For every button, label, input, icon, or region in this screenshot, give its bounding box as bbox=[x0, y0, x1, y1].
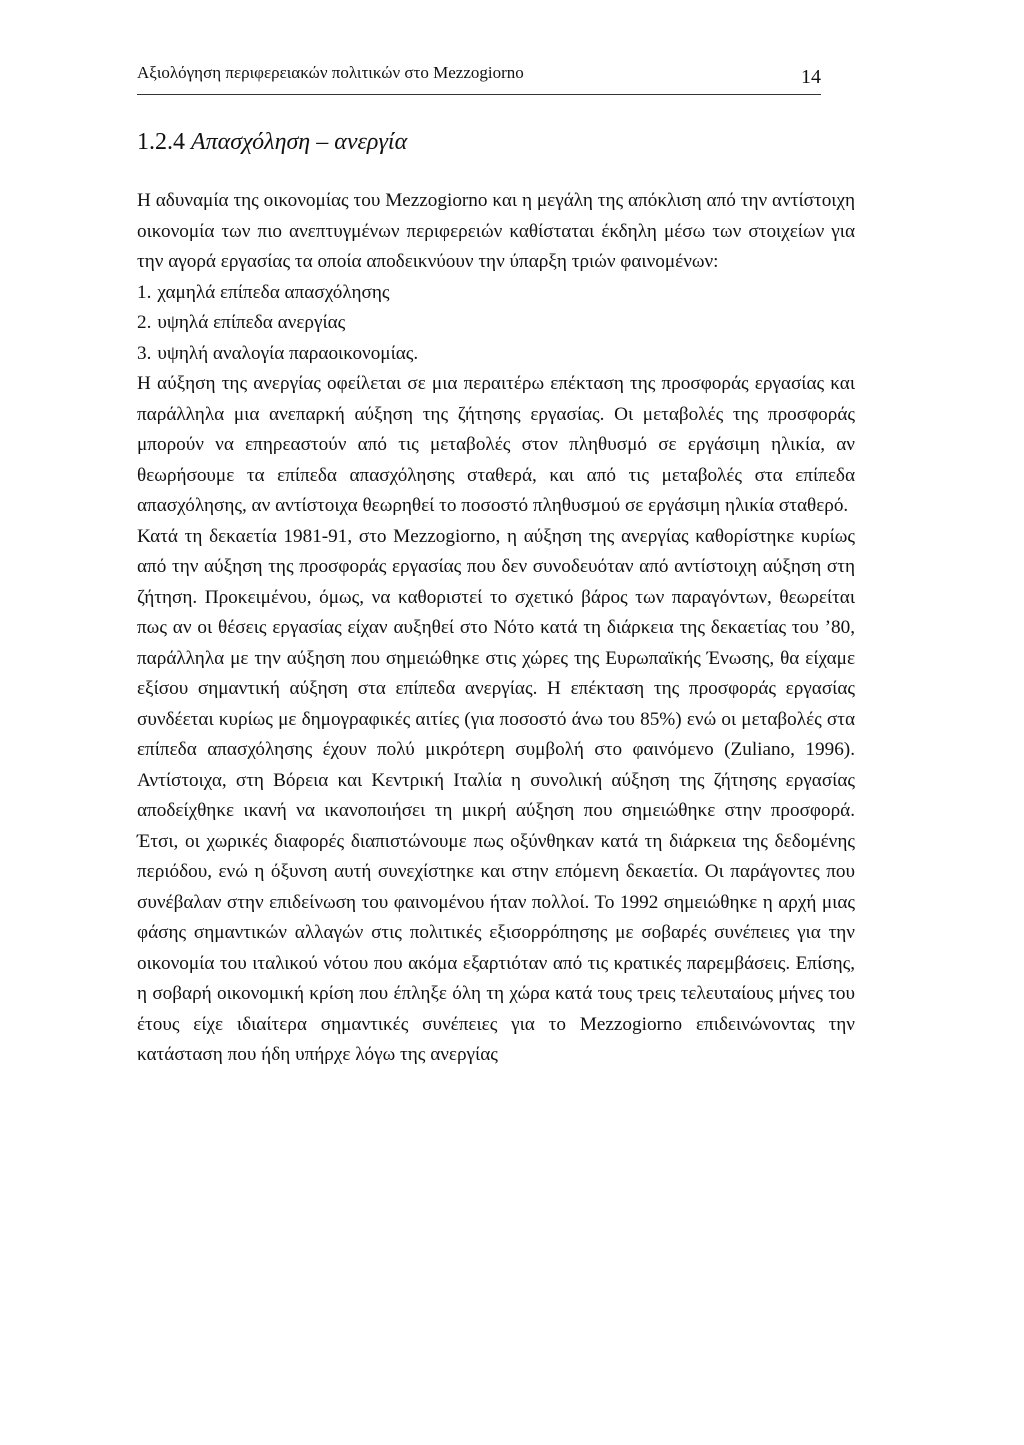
list-item-text: υψηλή αναλογία παραοικονομίας. bbox=[157, 342, 419, 364]
section-number: 1.2.4 bbox=[137, 129, 185, 155]
list-item-number: 3. bbox=[137, 342, 152, 364]
list-item-text: υψηλά επίπεδα ανεργίας bbox=[157, 312, 346, 333]
page-number: 14 bbox=[801, 66, 821, 88]
list-item-text: χαμηλά επίπεδα απασχόλησης bbox=[157, 281, 390, 303]
section-heading bbox=[137, 127, 407, 157]
paragraph-decade-1981-91: Κατά τη δεκαετία 1981-91, στο Mezzogiorno, η αύξηση της ανεργίας καθορίστηκε κυρίως από την αύξηση της προσφοράς εργασίας που δεν συνοδευόταν από αντίστοιχη αύξηση στη ζήτηση. Προκειμένου, όμως, να καθοριστεί το σχετικό βάρος των παραγόντων, θεωρείται πως αν οι θέσεις εργασίας είχαν αυξηθεί στο Νότο κατά τη διάρκεια της δεκαετίας του ’80, παράλληλα με την αύξηση που σημειώθηκε στις χώρες της Ευρωπαϊκής Ένωσης, θα είχαμε εξίσου σημαντική αύξηση στα επίπεδα ανεργίας. Η επέκταση της προσφοράς εργασίας συνδέεται κυρίως με δημογραφικές αιτίες (για ποσοστό άνω του 85%) ενώ οι μεταβολές στα επίπεδα απασχόλησης έχουν πολύ μικρότερη συμβολή στο φαινόμενο (Zuliano, 1996). Αντίστοιχα, στη Βόρεια και Κεντρική Ιταλία η συνολική αύξηση της ζήτησης εργασίας αποδείχθηκε ικανή να ικανοποιήσει τη μικρή αύξηση που σημειώθηκε στην προσφορά. Έτσι, οι χωρικές διαφορές διαπιστώνουμε πως οξύνθηκαν κατά τη διάρκεια της δεδομένης περιόδου, ενώ η όξυνση αυτή συνεχίστηκε και στην επόμενη δεκαετία. Οι παράγοντες που συνέβαλαν στην επιδείνωση του φαινομένου ήταν πολλοί. Το 1992 σημειώθηκε η αρχή μιας φάσης σημαντικών αλλαγών στις πολιτικές εξισορρόπησης με σοβαρές συνέπειες για την οικονομία του ιταλικού νότου που ακόμα εξαρτιόταν από τις κρατικές παρεμβάσεις. Επίσης, η σοβαρή οικονομική κρίση που έπληξε όλη τη χώρα κατά τους τρεις τελευταίους μήνες του έτους είχε ιδιαίτερα σημαντικές συνέπειες για το Mezzogiorno επιδεινώνοντας την κατάσταση που ήδη υπήρχε λόγω της ανεργίας bbox=[137, 525, 855, 1065]
section-title: Απασχόληση – ανεργία bbox=[191, 129, 408, 155]
phenomena-list bbox=[137, 278, 855, 370]
body-text bbox=[137, 186, 855, 1071]
running-title: Αξιολόγηση περιφερειακών πολιτικών στο Mezzogiorno bbox=[137, 63, 524, 82]
list-item bbox=[137, 339, 855, 370]
list-item-number: 2. bbox=[137, 312, 152, 333]
paragraph-unemployment-growth: Η αύξηση της ανεργίας οφείλεται σε μια περαιτέρω επέκταση της προσφοράς εργασίας και παράλληλα μια ανεπαρκή αύξηση της ζήτησης εργασίας. Οι μεταβολές της προσφοράς μπορούν να επηρεαστούν από τις μεταβολές στον πληθυσμό σε εργάσιμη ηλικία, αν θεωρήσουμε τα επίπεδα απασχόλησης σταθερά, και από τις μεταβολές στα επίπεδα απασχόλησης, αν αντίστοιχα θεωρηθεί το ποσοστό πληθυσμού σε εργάσιμη ηλικία σταθερό. bbox=[137, 373, 855, 516]
list-item bbox=[137, 278, 855, 309]
list-item-number: 1. bbox=[137, 281, 152, 303]
running-header bbox=[137, 62, 821, 95]
paragraph-intro: Η αδυναμία της οικονομίας του Mezzogiorno και η μεγάλη της απόκλιση από την αντίστοιχη οικονομία των πιο ανεπτυγμένων περιφερειών καθίσταται έκδηλη μέσω των στοιχείων για την αγορά εργασίας τα οποία αποδεικνύουν την ύπαρξη τριών φαινομένων: bbox=[137, 190, 855, 272]
list-item bbox=[137, 308, 855, 339]
